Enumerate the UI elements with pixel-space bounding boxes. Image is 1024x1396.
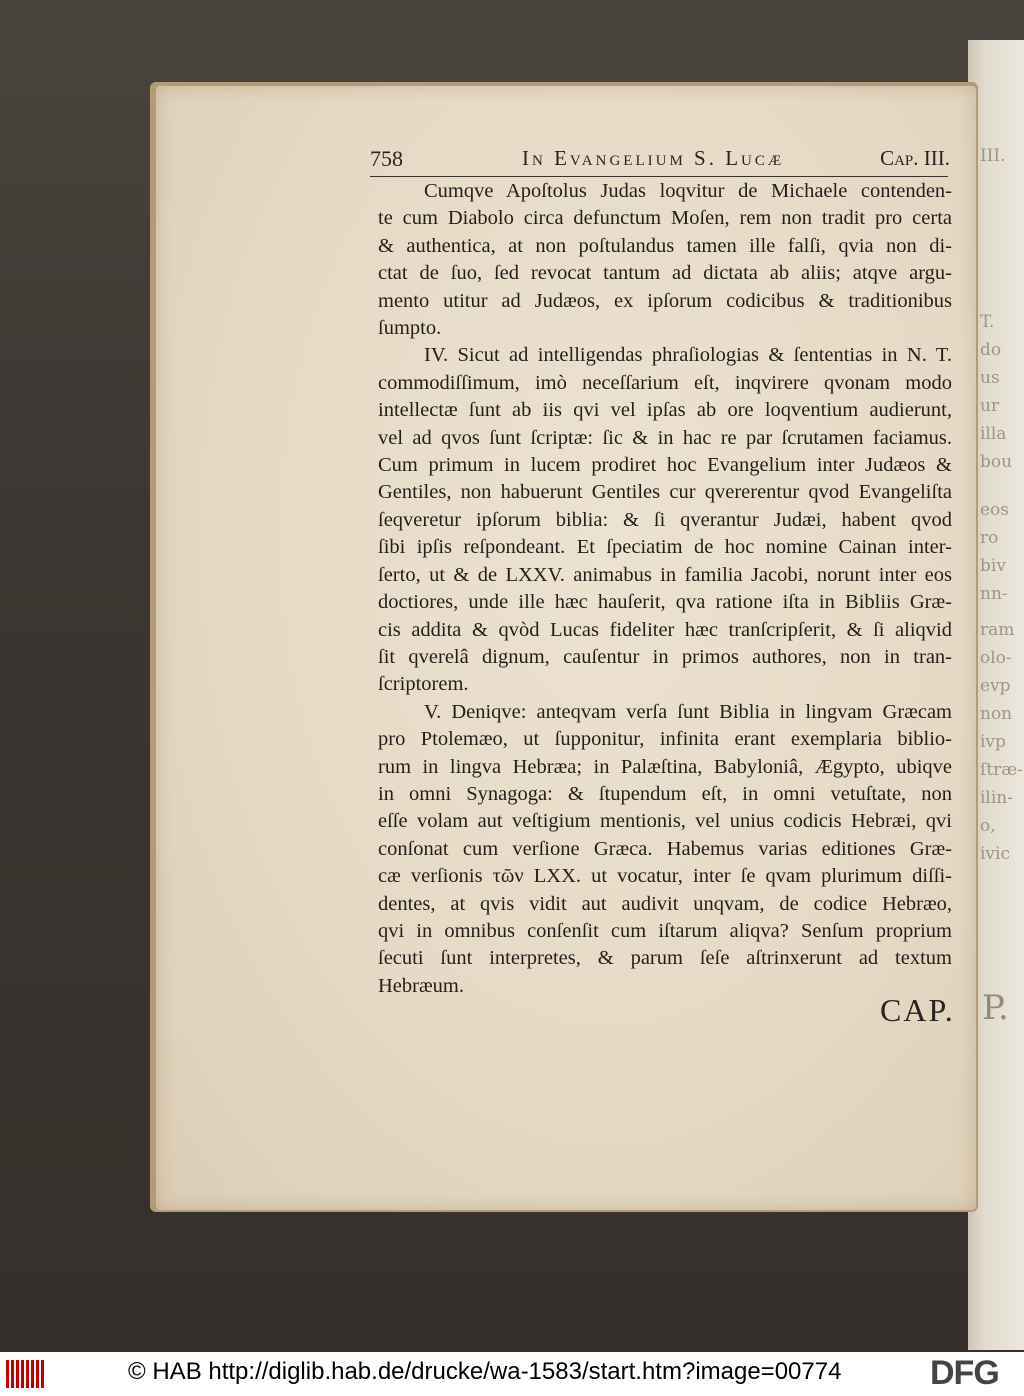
text-line: cæ verſionis τῶν LXX. ut vocatur, inter ſe qvam plurimum diſſi- bbox=[378, 865, 952, 888]
text-line: ſerto, ut & de LXXV. animabus in familia Jacobi, norunt inter eos bbox=[378, 563, 952, 586]
next-page-fragment: nn- bbox=[980, 584, 1008, 604]
header-rule bbox=[370, 176, 948, 177]
next-page-fragment: T. bbox=[980, 312, 995, 332]
text-line: doctiores, unde ille hæc hauſerit, qva ratione iſta in Bibliis Græ- bbox=[378, 591, 952, 614]
text-line: V. Deniqve: anteqvam verſa ſunt Biblia in lingvam Græcam bbox=[424, 700, 952, 723]
catchword: CAP. bbox=[880, 992, 955, 1028]
hab-logo-icon bbox=[6, 1360, 44, 1388]
text-line: cis addita & qvòd Lucas fideliter hæc tranſcripſerit, & ſi aliqvid bbox=[378, 618, 952, 641]
next-page-fragment: non bbox=[980, 704, 1013, 724]
text-line: vel ad qvos ſunt ſcriptæ: ſic & in hac re par ſcrutamen faciamus. bbox=[378, 426, 952, 449]
text-line: qvi in omnibus conſenſit cum iſtarum aliqva? Senſum proprium bbox=[378, 919, 952, 942]
footer-bar bbox=[0, 1352, 1024, 1396]
chapter-label: Cap. III. bbox=[880, 146, 950, 170]
next-page-fragment: bou bbox=[980, 452, 1013, 472]
text-line: ctat de ſuo, ſed revocat tantum ad dictata ab aliis; atqve argu- bbox=[378, 262, 952, 285]
text-line: ſibi ipſis reſpondeant. Et ſpeciatim de hoc nomine Cainan inter- bbox=[378, 536, 952, 559]
running-title: In Evangelium S. Lucæ bbox=[522, 146, 785, 170]
text-line: commodiſſimum, imò neceſſarium eſt, inqvirere qvonam modo bbox=[378, 371, 952, 394]
text-line: & authentica, at non poſtulandus tamen ille falſi, qvia non di- bbox=[378, 234, 952, 257]
text-line: IV. Sicut ad intelligendas phraſiologias & ſententias in N. T. bbox=[424, 344, 952, 367]
text-line: mento utitur ad Judæos, ex ipſorum codicibus & traditionibus bbox=[378, 289, 952, 312]
text-line: ſecuti ſunt interpretes, & parum ſeſe aſtrinxerunt ad textum bbox=[378, 947, 952, 970]
text-line: ſeqveretur ipſorum biblia: & ſi qverantur Judæi, habent qvod bbox=[378, 508, 952, 531]
next-page-fragment: ro bbox=[980, 528, 999, 548]
text-line: pro Ptolemæo, ut ſupponitur, infinita erant exemplaria biblio- bbox=[378, 728, 952, 751]
next-page-fragment: III. bbox=[980, 146, 1006, 166]
next-page-fragment: do bbox=[980, 340, 1002, 360]
running-header bbox=[370, 146, 950, 176]
next-page-fragment: us bbox=[980, 368, 1000, 388]
next-page-fragment: olo- bbox=[980, 648, 1012, 668]
text-line: eſſe volam aut veſtigium mentionis, vel unius codicis Hebræi, qvi bbox=[378, 810, 952, 833]
next-page-fragment: P. bbox=[982, 988, 1009, 1028]
text-line: te cum Diabolo circa defunctum Moſen, rem non tradit pro certa bbox=[378, 207, 952, 230]
text-line: in omni Synagoga: & ſtupendum eſt, in omni vetuſtate, non bbox=[378, 782, 952, 805]
page-number: 758 bbox=[370, 146, 403, 171]
next-page-fragment: illa bbox=[980, 424, 1007, 444]
next-page-fragment: ur bbox=[980, 396, 1000, 416]
next-page-fragment: o, bbox=[980, 816, 996, 836]
body-text bbox=[378, 178, 952, 1000]
text-line: Gentiles, non habuerunt Gentiles cur qvererentur qvod Evangeliſta bbox=[378, 481, 952, 504]
next-page-fragment: ram bbox=[980, 620, 1015, 640]
copyright-link[interactable]: © HAB http://diglib.hab.de/drucke/wa-1583/start.htm?image=00774 bbox=[128, 1358, 842, 1385]
text-line: conſonat cum verſione Græca. Habemus varias editiones Græ- bbox=[378, 837, 952, 860]
next-page-fragment: ivic bbox=[980, 844, 1010, 864]
text-line: Cumqve Apoſtolus Judas loqvitur de Michaele contenden- bbox=[424, 180, 952, 202]
next-page-fragment: evp bbox=[980, 676, 1011, 696]
dfg-logo: DFG bbox=[930, 1354, 999, 1392]
text-line: Hebræum. bbox=[378, 974, 464, 997]
text-line: ſumpto. bbox=[378, 317, 442, 340]
text-line: Cum primum in lucem prodiret hoc Evangelium inter Judæos & bbox=[378, 454, 952, 477]
text-line: dentes, at qvis vidit aut audivit unqvam, de codice Hebræo, bbox=[378, 892, 952, 915]
text-line: ſcriptorem. bbox=[378, 673, 469, 696]
next-page-fragment: biv bbox=[980, 556, 1006, 576]
text-line: intellectæ ſunt ab iis qvi vel ipſas ab ore loqventium audierunt, bbox=[378, 399, 952, 422]
next-page-fragment: eos bbox=[980, 500, 1010, 520]
next-page-fragment: ilin- bbox=[980, 788, 1014, 808]
text-line: rum in lingva Hebræa; in Palæſtina, Babyloniâ, Ægypto, ubiqve bbox=[378, 755, 952, 778]
next-page-fragment: ivp bbox=[980, 732, 1006, 752]
next-page-fragment: ſtræ- bbox=[980, 760, 1023, 780]
text-line: ſit qverelâ dignum, cauſentur in primos authores, non in tran- bbox=[378, 645, 952, 668]
